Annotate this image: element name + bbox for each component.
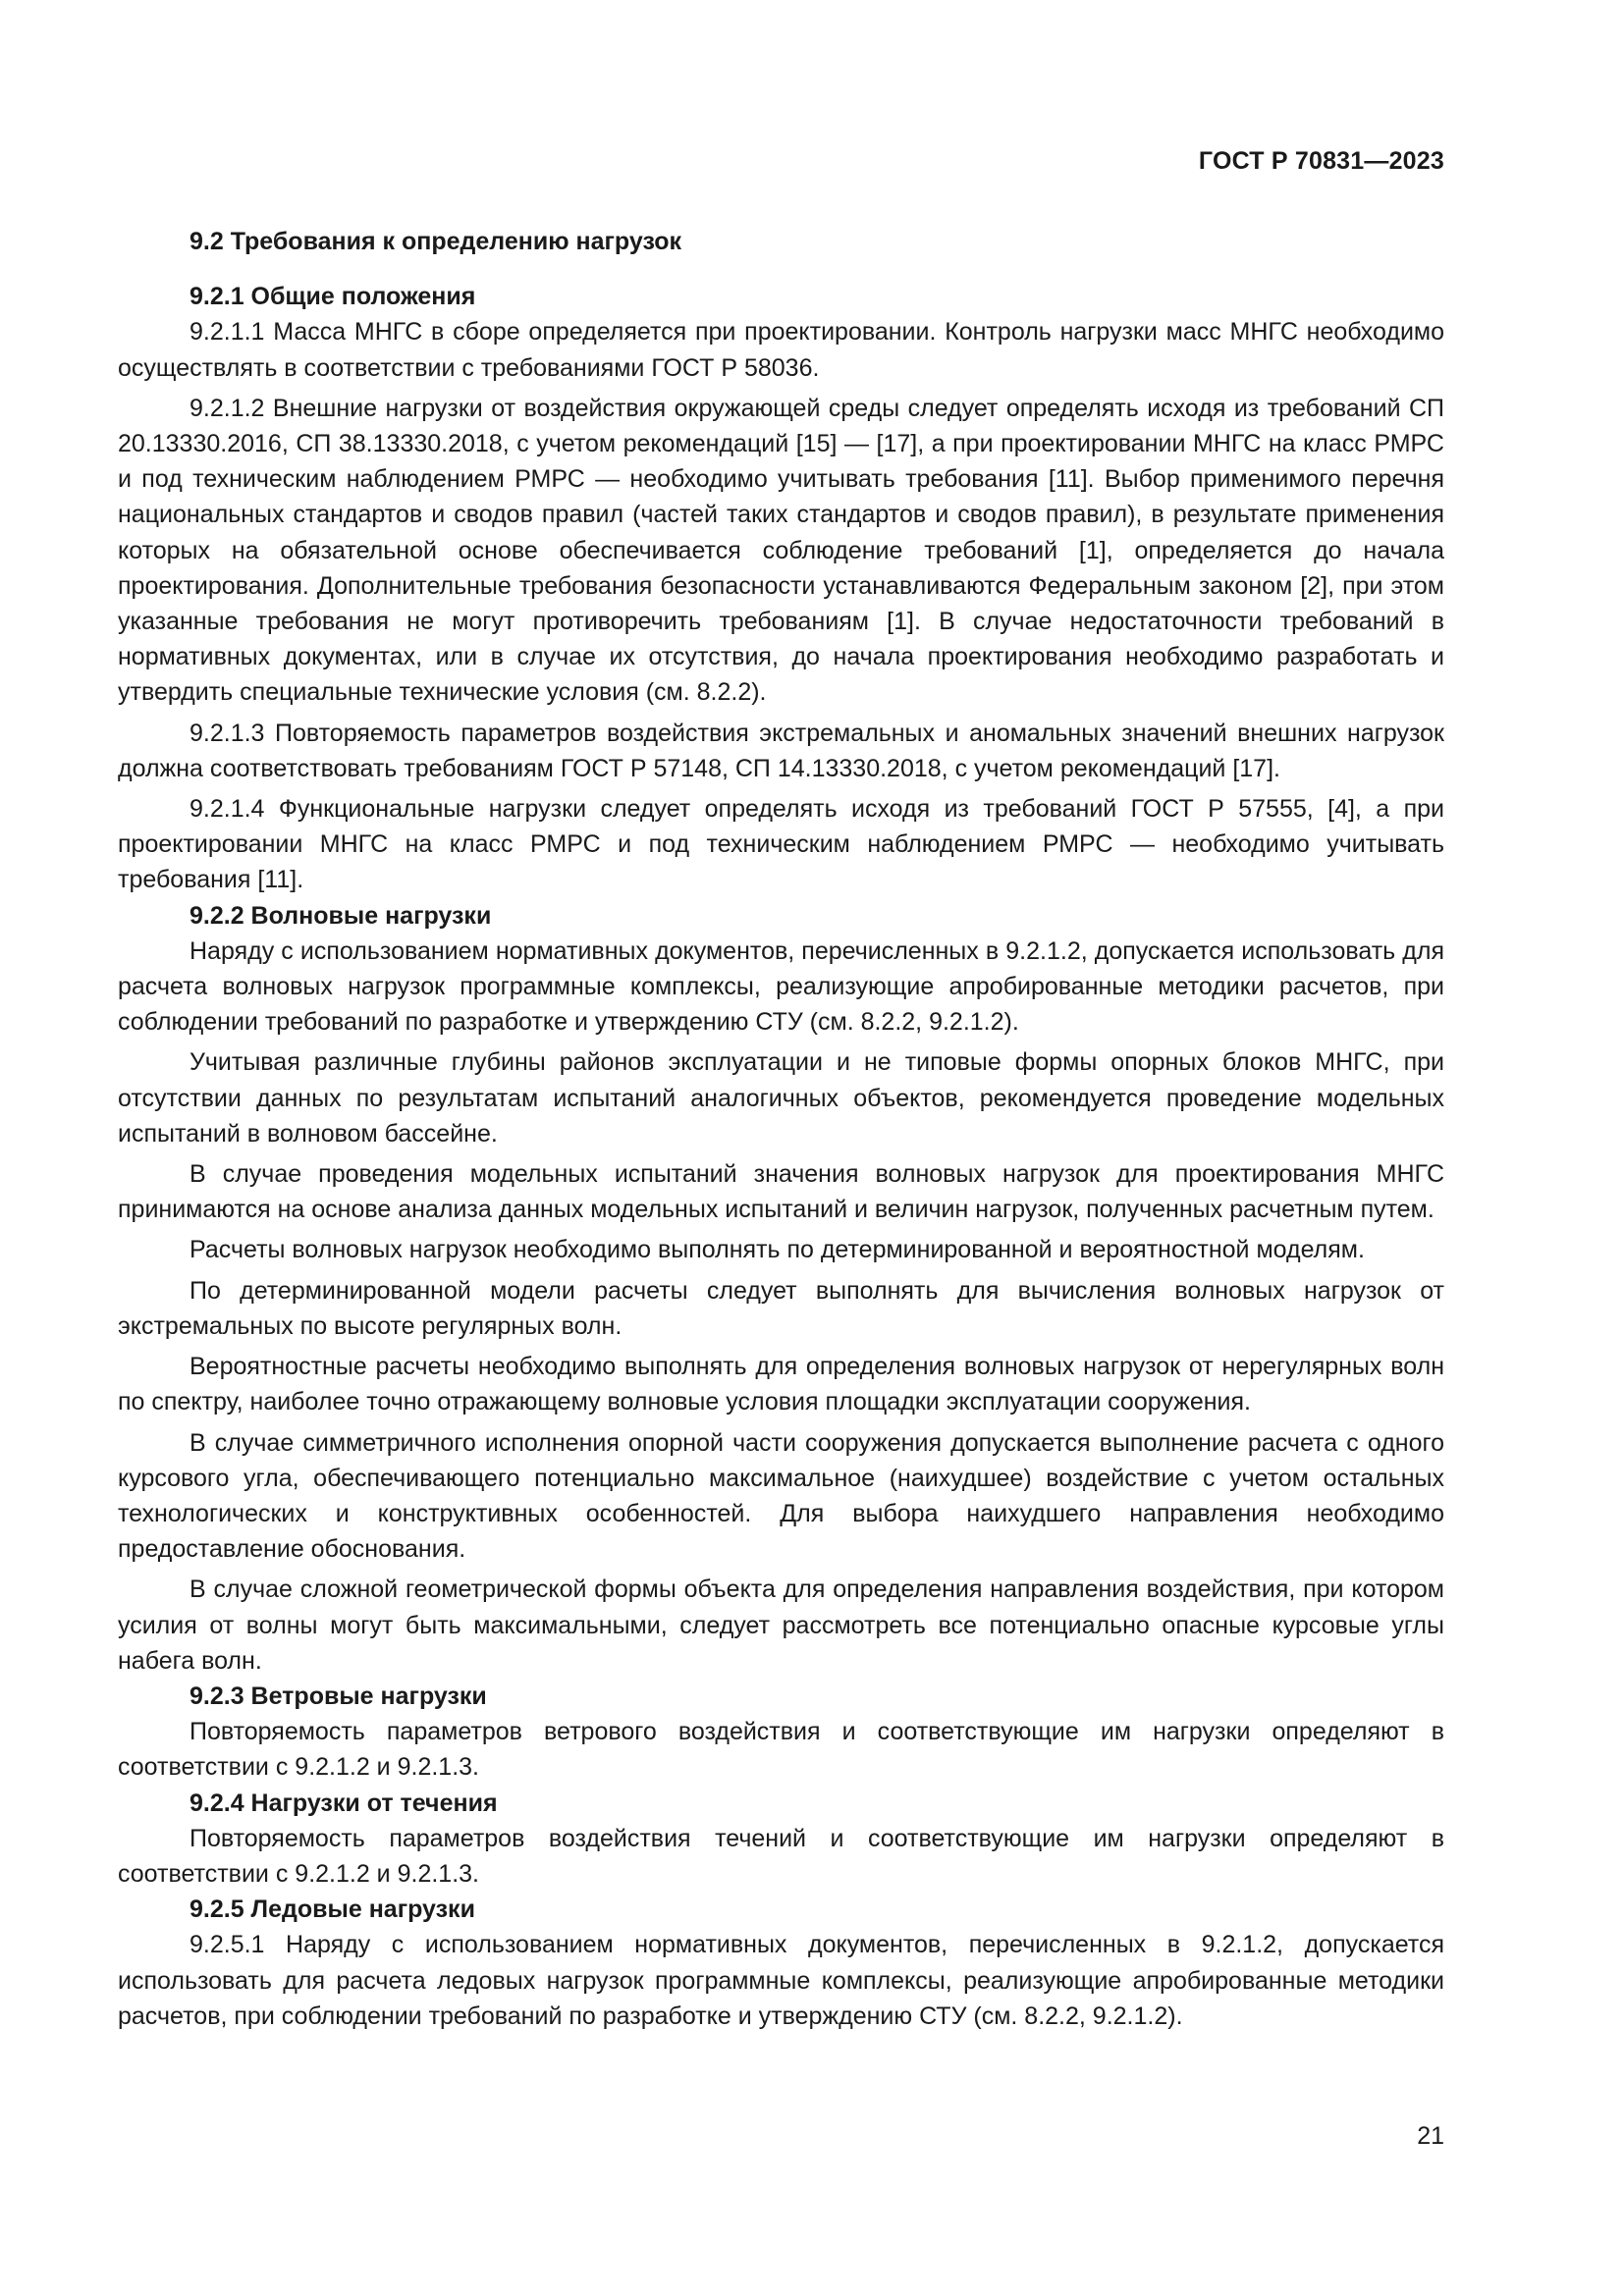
- paragraph-wave-7: В случае симметричного исполнения опорной части сооружения допускается выполнение расчета с одного курсового угла, обеспечивающего потенциально максимальное (наихудшее) воздействие с учетом остальных технологических и конструктивных особенностей. Для выбора наихудшего направления необходимо предоставление обоснования.: [118, 1428, 1444, 1564]
- paragraph-9-2-1-3: 9.2.1.3 Повторяемость параметров воздействия экстремальных и аномальных значений внешних нагрузок должна соответствовать требованиям ГОСТ Р 57148, СП 14.13330.2018, с учетом рекомендаций [17].: [118, 719, 1444, 782]
- paragraph-9-2-1-4: 9.2.1.4 Функциональные нагрузки следует определять исходя из требований ГОСТ Р 57555, [4], а при проектировании МНГС на класс РМРС и под техническим наблюдением РМРС — необходимо учитывать требования [11].: [118, 795, 1444, 894]
- paragraph-current: Повторяемость параметров воздействия течений и соответствующие им нагрузки определяют в соответствии с 9.2.1.2 и 9.2.1.3.: [118, 1824, 1444, 1888]
- page-number: 21: [1417, 2122, 1444, 2150]
- paragraph-wave-3: В случае проведения модельных испытаний значения волновых нагрузок для проектирования МНГС принимаются на основе анализа данных модельных испытаний и величин нагрузок, полученных расчетным путем.: [118, 1160, 1444, 1224]
- paragraph-wave-8: В случае сложной геометрической формы объекта для определения направления воздействия, при котором усилия от волны могут быть максимальными, следует рассмотреть все потенциально опасные курсовые углы набега волн.: [118, 1575, 1444, 1675]
- subsection-title-9-2-1: 9.2.1 Общие положения: [189, 283, 476, 311]
- paragraph-wave-1: Наряду с использованием нормативных документов, перечисленных в 9.2.1.2, допускается использовать для расчета волновых нагрузок программные комплексы, реализующие апробированные методики расчетов, при соблюдении требований по разработке и утверждению СТУ (см. 8.2.2, 9.2.1.2).: [118, 936, 1444, 1037]
- document-code-header: ГОСТ Р 70831—2023: [1198, 147, 1444, 175]
- paragraph-wave-5: По детерминированной модели расчеты следует выполнять для вычисления волновых нагрузок от экстремальных по высоте регулярных волн.: [118, 1276, 1444, 1340]
- paragraph-9-2-5-1: 9.2.5.1 Наряду с использованием нормативных документов, перечисленных в 9.2.1.2, допускается использовать для расчета ледовых нагрузок программные комплексы, реализующие апробированные методики расчетов, при соблюдении требований по разработке и утверждению СТУ (см. 8.2.2, 9.2.1.2).: [118, 1931, 1444, 2030]
- paragraph-wave-2: Учитывая различные глубины районов эксплуатации и не типовые формы опорных блоков МНГС, при отсутствии данных по результатам испытаний аналогичных объектов, рекомендуется проведение модельных испытаний в волновом бассейне.: [118, 1048, 1444, 1148]
- subsection-title-9-2-4: 9.2.4 Нагрузки от течения: [189, 1789, 498, 1817]
- subsection-title-9-2-5: 9.2.5 Ледовые нагрузки: [189, 1896, 475, 1924]
- document-body: [118, 224, 1444, 2034]
- paragraph-wave-4: Расчеты волновых нагрузок необходимо выполнять по детерминированной и вероятностной моделям.: [189, 1236, 1365, 1264]
- paragraph-wind: Повторяемость параметров ветрового воздействия и соответствующие им нагрузки определяют в соответствии с 9.2.1.2 и 9.2.1.3.: [118, 1718, 1444, 1782]
- paragraph-9-2-1-1: 9.2.1.1 Масса МНГС в сборе определяется при проектировании. Контроль нагрузки масс МНГС необходимо осуществлять в соответствии с требованиями ГОСТ Р 58036.: [118, 318, 1444, 382]
- paragraph-wave-6: Вероятностные расчеты необходимо выполнять для определения волновых нагрузок от нерегулярных волн по спектру, наиболее точно отражающему волновые условия площадки эксплуатации сооружения.: [118, 1353, 1444, 1416]
- subsection-title-9-2-3: 9.2.3 Ветровые нагрузки: [189, 1682, 487, 1710]
- section-title: 9.2 Требования к определению нагрузок: [189, 228, 682, 255]
- paragraph-9-2-1-2: 9.2.1.2 Внешние нагрузки от воздействия окружающей среды следует определять исходя из требований СП 20.13330.2016, СП 38.13330.2018, с учетом рекомендаций [15] — [17], а при проектировании МНГС на класс РМРС и под техническим наблюдением РМРС — необходимо учитывать требования [11]. Выбор применимого перечня национальных стандартов и сводов правил (частей таких стандартов и сводов правил), в результате применения которых на обязательной основе обеспечивается соблюдение требований [1], определяется до начала проектирования. Дополнительные требования безопасности устанавливаются Федеральным законом [2], при этом указанные требования не могут противоречить требованиям [1]. В случае недостаточности требований в нормативных документах, или в случае их отсутствия, до начала проектирования необходимо разработать и утвердить специальные технические условия (см. 8.2.2).: [118, 394, 1444, 707]
- subsection-title-9-2-2: 9.2.2 Волновые нагрузки: [189, 901, 492, 930]
